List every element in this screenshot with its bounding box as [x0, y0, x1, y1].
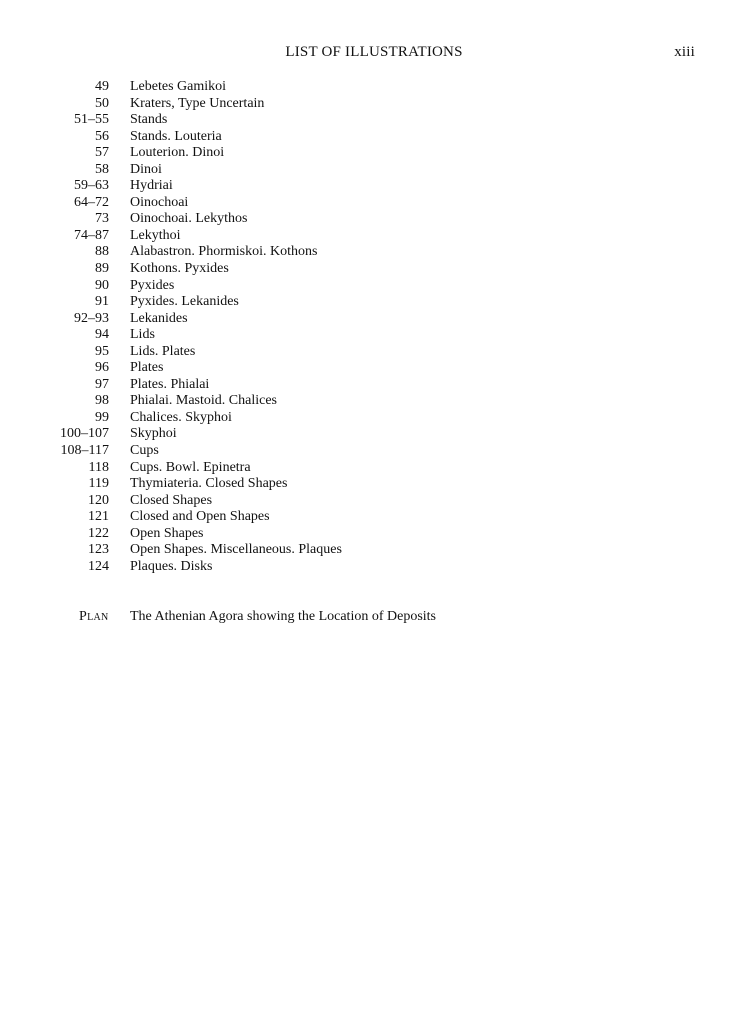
plan-label: Plan	[79, 609, 109, 624]
list-item	[0, 377, 748, 394]
list-item	[0, 327, 748, 344]
illustration-number: 90	[95, 277, 109, 293]
illustration-number: 124	[88, 558, 109, 574]
illustration-title: Pyxides. Lekanides	[130, 294, 239, 310]
illustration-number: 88	[95, 244, 109, 260]
illustration-title: Cups	[130, 443, 159, 459]
list-item	[0, 509, 748, 526]
illustration-number: 121	[88, 509, 109, 525]
illustration-title: Plates. Phialai	[130, 376, 210, 392]
list-item	[0, 228, 748, 245]
list-item	[0, 360, 748, 377]
illustration-title: Lids	[130, 327, 155, 343]
illustration-title: Oinochoai	[130, 194, 189, 210]
illustration-number: 59–63	[74, 178, 109, 194]
illustration-title: Pyxides	[130, 277, 175, 293]
illustration-title: Hydriai	[130, 178, 173, 194]
illustration-number: 100–107	[60, 426, 109, 442]
illustration-number: 94	[95, 327, 109, 343]
illustration-number: 118	[88, 459, 109, 475]
illustration-number: 123	[88, 542, 109, 558]
illustration-title: Stands	[130, 112, 168, 128]
list-item	[0, 129, 748, 146]
illustration-number: 122	[88, 525, 109, 541]
list-item	[0, 393, 748, 410]
list-item	[0, 178, 748, 195]
list-item	[0, 261, 748, 278]
illustration-title: Dinoi	[130, 161, 162, 177]
list-item	[0, 211, 748, 228]
list-item	[0, 278, 748, 295]
illustration-title: Phialai. Mastoid. Chalices	[130, 393, 277, 409]
illustration-title: Open Shapes. Miscellaneous. Plaques	[130, 542, 342, 558]
list-item	[0, 96, 748, 113]
illustration-number: 51–55	[74, 112, 109, 128]
list-item	[0, 410, 748, 427]
list-item	[0, 112, 748, 129]
illustration-number: 49	[95, 79, 109, 94]
illustration-number: 98	[95, 393, 109, 409]
plan-entry	[0, 608, 748, 626]
list-item	[0, 195, 748, 212]
illustration-title: Oinochoai. Lekythos	[130, 211, 248, 227]
plan-title: The Athenian Agora showing the Location of Deposits	[130, 609, 436, 624]
illustration-number: 50	[95, 95, 109, 111]
illustration-number: 120	[88, 492, 109, 508]
list-item	[0, 162, 748, 179]
list-item	[0, 426, 748, 443]
list-item	[0, 244, 748, 261]
illustration-title: Lekythoi	[130, 227, 181, 243]
list-item	[0, 460, 748, 477]
illustration-title: Thymiateria. Closed Shapes	[130, 476, 288, 492]
illustration-title: Cups. Bowl. Epinetra	[130, 459, 251, 475]
illustration-number: 119	[88, 476, 109, 492]
illustration-title: Chalices. Skyphoi	[130, 409, 232, 425]
illustration-title: Lekanides	[130, 310, 188, 326]
illustration-list	[0, 79, 748, 575]
list-item	[0, 294, 748, 311]
illustration-title: Closed and Open Shapes	[130, 509, 270, 525]
list-item	[0, 559, 748, 576]
illustration-number: 64–72	[74, 194, 109, 210]
illustration-title: Lebetes Gamikoi	[130, 79, 227, 94]
illustration-title: Plates	[130, 360, 164, 376]
illustration-number: 97	[95, 376, 109, 392]
list-item	[0, 79, 748, 96]
illustration-title: Closed Shapes	[130, 492, 213, 508]
illustration-number: 91	[95, 294, 109, 310]
illustration-number: 99	[95, 409, 109, 425]
illustration-number: 58	[95, 161, 109, 177]
list-item	[0, 526, 748, 543]
list-item	[0, 443, 748, 460]
illustration-title: Stands. Louteria	[130, 128, 222, 144]
page-title: LIST OF ILLUSTRATIONS	[285, 44, 463, 60]
list-item	[0, 476, 748, 493]
illustration-number: 95	[95, 343, 109, 359]
illustration-title: Skyphoi	[130, 426, 177, 442]
illustration-number: 57	[95, 145, 109, 161]
illustration-number: 74–87	[74, 227, 109, 243]
illustration-title: Alabastron. Phormiskoi. Kothons	[130, 244, 318, 260]
illustration-title: Plaques. Disks	[130, 558, 213, 574]
illustration-number: 73	[95, 211, 109, 227]
illustration-title: Kraters, Type Uncertain	[130, 95, 265, 111]
illustration-number: 108–117	[60, 443, 109, 459]
illustration-title: Louterion. Dinoi	[130, 145, 225, 161]
illustration-title: Lids. Plates	[130, 343, 196, 359]
illustration-number: 92–93	[74, 310, 109, 326]
list-item	[0, 311, 748, 328]
illustration-title: Open Shapes	[130, 525, 204, 541]
list-item	[0, 145, 748, 162]
list-item	[0, 344, 748, 361]
list-item	[0, 493, 748, 510]
illustration-title: Kothons. Pyxides	[130, 261, 229, 277]
list-item	[0, 542, 748, 559]
illustration-number: 89	[95, 261, 109, 277]
illustration-number: 96	[95, 360, 109, 376]
illustration-number: 56	[95, 128, 109, 144]
page-number: xiii	[674, 44, 695, 60]
